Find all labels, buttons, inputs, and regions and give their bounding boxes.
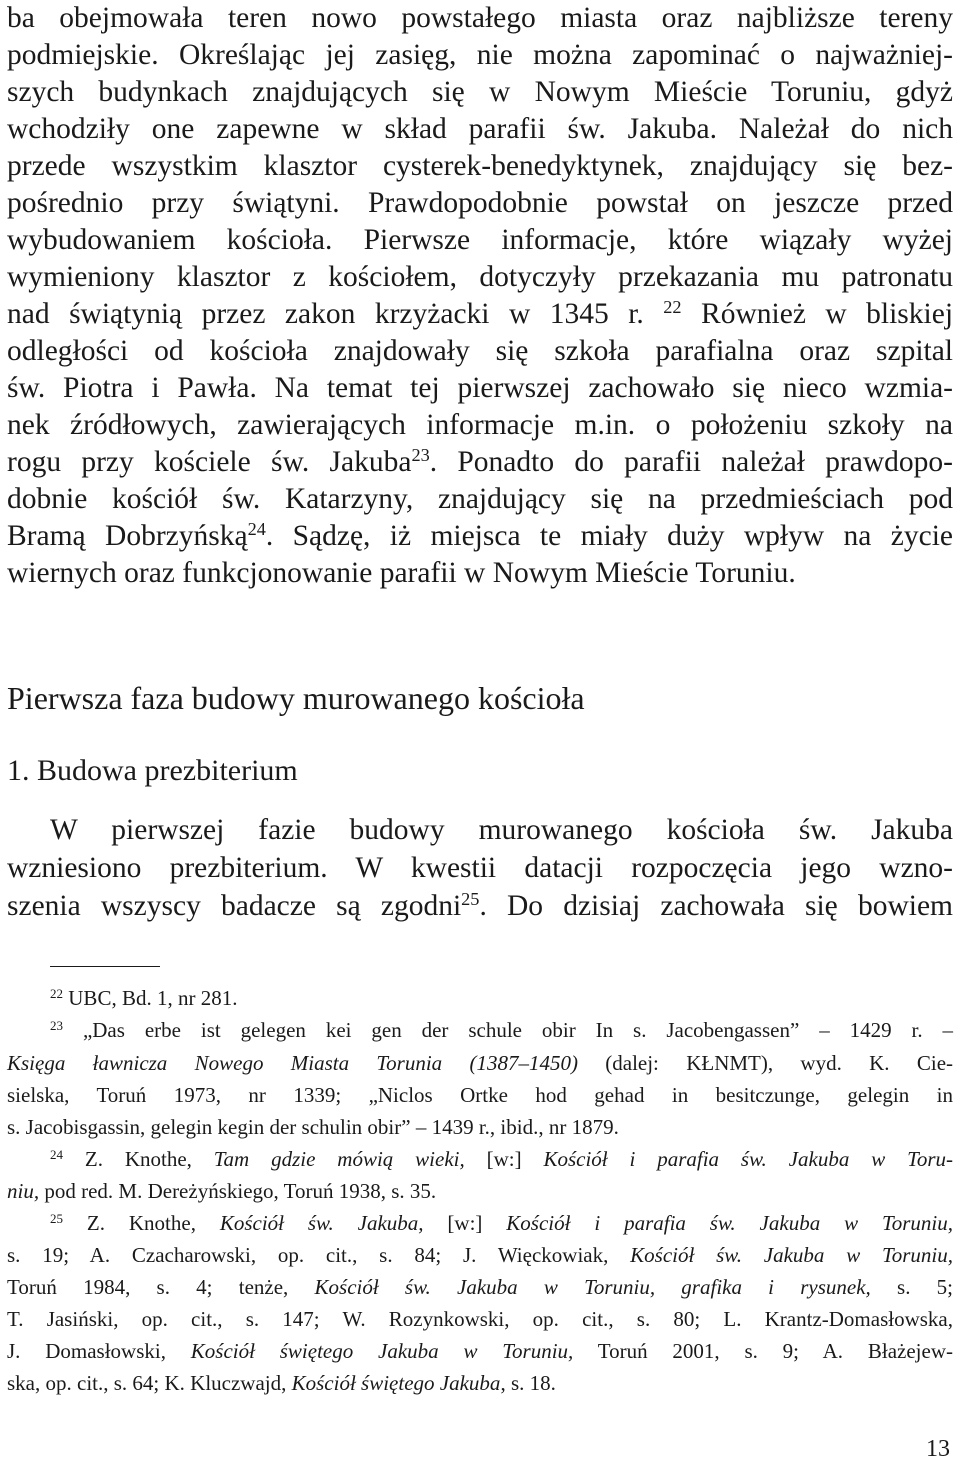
footnote-24-text-2: pod red. M. Dereżyńskiego, Toruń 1938, s. 35. bbox=[39, 1179, 437, 1203]
body-line-14: dobnie kościół św. Katarzyny, znajdujący się na przedmieściach pod bbox=[7, 483, 953, 515]
body-line-13 bbox=[7, 444, 953, 480]
page-number: 13 bbox=[926, 1436, 950, 1462]
footnote-ref-22[interactable]: 22 bbox=[663, 296, 682, 317]
body-line-16: wiernych oraz funkcjonowanie parafii w Nowym Mieście Toruniu. bbox=[7, 557, 796, 589]
body-line-7: wybudowaniem kościoła. Pierwsze informacje, które wiązały wyżej bbox=[7, 224, 953, 256]
footnote-24-title: Tam gdzie mówią wieki, bbox=[213, 1147, 465, 1171]
footnote-24-number: 24 bbox=[50, 1146, 64, 1162]
footnote-ref-24[interactable]: 24 bbox=[247, 518, 266, 539]
body-line-15-text: Bramą Dobrzyńską bbox=[7, 520, 248, 552]
footnote-ref-25[interactable]: 25 bbox=[461, 888, 480, 909]
footnote-25-title: Kościół św. Jakuba, bbox=[219, 1211, 424, 1235]
footnote-25-number: 25 bbox=[50, 1210, 64, 1226]
body-line-12: nek źródłowych, zawierających informacje m.in. o położeniu szkoły na bbox=[7, 409, 953, 441]
body-line-13-rest: . Ponadto do parafii należał prawdopo- bbox=[429, 446, 953, 478]
section-line-2: wzniesiono prezbiterium. W kwestii datacji rozpoczęcia jego wzno- bbox=[7, 852, 953, 884]
section-line-3 bbox=[7, 888, 953, 924]
body-line-9 bbox=[7, 296, 953, 332]
footnote-23-text-1: „Das erbe ist gelegen kei gen der schule obir In s. Jacobengassen” – 1429 r. – bbox=[82, 1018, 954, 1042]
body-line-13-text: rogu przy kościele św. Jakuba bbox=[7, 446, 412, 478]
subsection-heading: 1. Budowa prezbiterium bbox=[7, 754, 298, 787]
footnote-24-line-1 bbox=[50, 1145, 953, 1173]
footnote-25-text-5: J. Domasłowski, bbox=[7, 1339, 191, 1363]
footnote-23-line-2 bbox=[7, 1049, 953, 1077]
footnote-25-in: [w:] bbox=[423, 1211, 507, 1235]
footnote-23-line-3: sielska, Toruń 1973, nr 1339; „Niclos Ortke hod gehad in besitczunge, gelegin in bbox=[7, 1083, 953, 1107]
footnote-22-text: UBC, Bd. 1, nr 281. bbox=[68, 986, 238, 1010]
footnote-24-line-2 bbox=[7, 1177, 953, 1205]
body-line-2: podmiejskie. Określając jej zasięg, nie można zapominać o najważniej- bbox=[7, 39, 953, 71]
footnote-22 bbox=[50, 984, 953, 1012]
footnote-ref-23[interactable]: 23 bbox=[411, 444, 430, 465]
footnote-25-line-1 bbox=[50, 1209, 953, 1237]
footnote-25-book-title: Kościół i parafia św. Jakuba w Toruniu, bbox=[506, 1211, 953, 1235]
footnote-25-line-5 bbox=[7, 1337, 953, 1365]
footnote-25-text-3: Toruń 1984, s. 4; tenże, bbox=[7, 1275, 315, 1299]
section-line-1: W pierwszej fazie budowy murowanego kościoła św. Jakuba bbox=[50, 814, 953, 846]
body-line-9-text: nad świątynią przez zakon krzyżacki w 1345 r. bbox=[7, 298, 644, 330]
footnote-22-number: 22 bbox=[50, 985, 64, 1001]
footnote-25-line-2 bbox=[7, 1241, 953, 1269]
body-line-11: św. Piotra i Pawła. Na temat tej pierwszej zachowało się nieco wzmia- bbox=[7, 372, 953, 404]
footnote-25-title-5: Kościół świętego Jakuba w Toruniu, bbox=[190, 1339, 574, 1363]
footnote-25-title-6: Kościół świętego Jakuba bbox=[291, 1371, 501, 1395]
footnote-25-text-2: s. 19; A. Czacharowski, op. cit., s. 84; J. Więckowiak, bbox=[7, 1243, 631, 1267]
footnote-25-text-3b: s. 5; bbox=[870, 1275, 953, 1299]
body-line-6: pośrednio przy świątyni. Prawdopodobnie powstał on jeszcze przed bbox=[7, 187, 953, 219]
body-line-1: ba obejmowała teren nowo powstałego miasta oraz najbliższe tereny bbox=[7, 2, 953, 34]
footnote-24-author: Z. Knothe, bbox=[84, 1147, 214, 1171]
footnote-25-author: Z. Knothe, bbox=[86, 1211, 220, 1235]
footnote-23-line-4: s. Jacobisgassin, gelegin kegin der schulin obir” – 1439 r., ibid., nr 1879. bbox=[7, 1115, 619, 1139]
footnote-25-text-6: ska, op. cit., s. 64; K. Kluczwajd, bbox=[7, 1371, 292, 1395]
footnote-25-text-5b: Toruń 2001, s. 9; A. Błażejew- bbox=[573, 1339, 953, 1363]
footnote-23-text-2: (dalej: KŁNMT), wyd. K. Cie- bbox=[577, 1051, 954, 1075]
footnote-25-line-3 bbox=[7, 1273, 953, 1301]
footnote-23-line-1 bbox=[50, 1016, 953, 1044]
footnote-25-line-4: T. Jasiński, op. cit., s. 147; W. Rozynkowski, op. cit., s. 80; L. Krantz-Domasłowska, bbox=[7, 1307, 953, 1331]
section-line-3-text: szenia wszyscy badacze są zgodni bbox=[7, 890, 462, 922]
body-line-3: szych budynkach znajdujących się w Nowym Mieście Toruniu, gdyż bbox=[7, 76, 953, 108]
footnote-24-book-title-end: niu, bbox=[7, 1179, 40, 1203]
body-line-15-rest: . Sądzę, iż miejsca te miały duży wpływ na życie bbox=[265, 520, 953, 552]
body-line-4: wchodziły one zapewne w skład parafii św. Jakuba. Należał do nich bbox=[7, 113, 953, 145]
footnote-25-line-6 bbox=[7, 1369, 953, 1397]
body-line-9-rest: Również w bliskiej bbox=[701, 298, 954, 330]
footnote-23-number: 23 bbox=[50, 1017, 64, 1033]
body-line-10: odległości od kościoła znajdowały się szkoła parafialna oraz szpital bbox=[7, 335, 953, 367]
footnote-25-title-3: Kościół św. Jakuba w Toruniu, grafika i rysunek, bbox=[314, 1275, 871, 1299]
footnote-24-in: [w:] bbox=[464, 1147, 544, 1171]
body-line-15 bbox=[7, 518, 953, 554]
footnote-25-title-2: Kościół św. Jakuba w Toruniu, bbox=[630, 1243, 953, 1267]
footnote-23-title: Księga ławnicza Nowego Miasta Torunia (1387–1450) bbox=[7, 1051, 578, 1075]
footnote-separator bbox=[50, 966, 160, 967]
footnote-24-book-title: Kościół i parafia św. Jakuba w Toru- bbox=[543, 1147, 953, 1171]
section-line-3-rest: . Do dzisiaj zachowała się bowiem bbox=[479, 890, 953, 922]
body-line-5: przede wszystkim klasztor cysterek-benedyktynek, znajdujący się bez- bbox=[7, 150, 953, 182]
body-line-8: wymieniony klasztor z kościołem, dotyczyły przekazania mu patronatu bbox=[7, 261, 953, 293]
section-heading: Pierwsza faza budowy murowanego kościoła bbox=[7, 680, 585, 716]
footnote-25-text-6b: , s. 18. bbox=[500, 1371, 556, 1395]
